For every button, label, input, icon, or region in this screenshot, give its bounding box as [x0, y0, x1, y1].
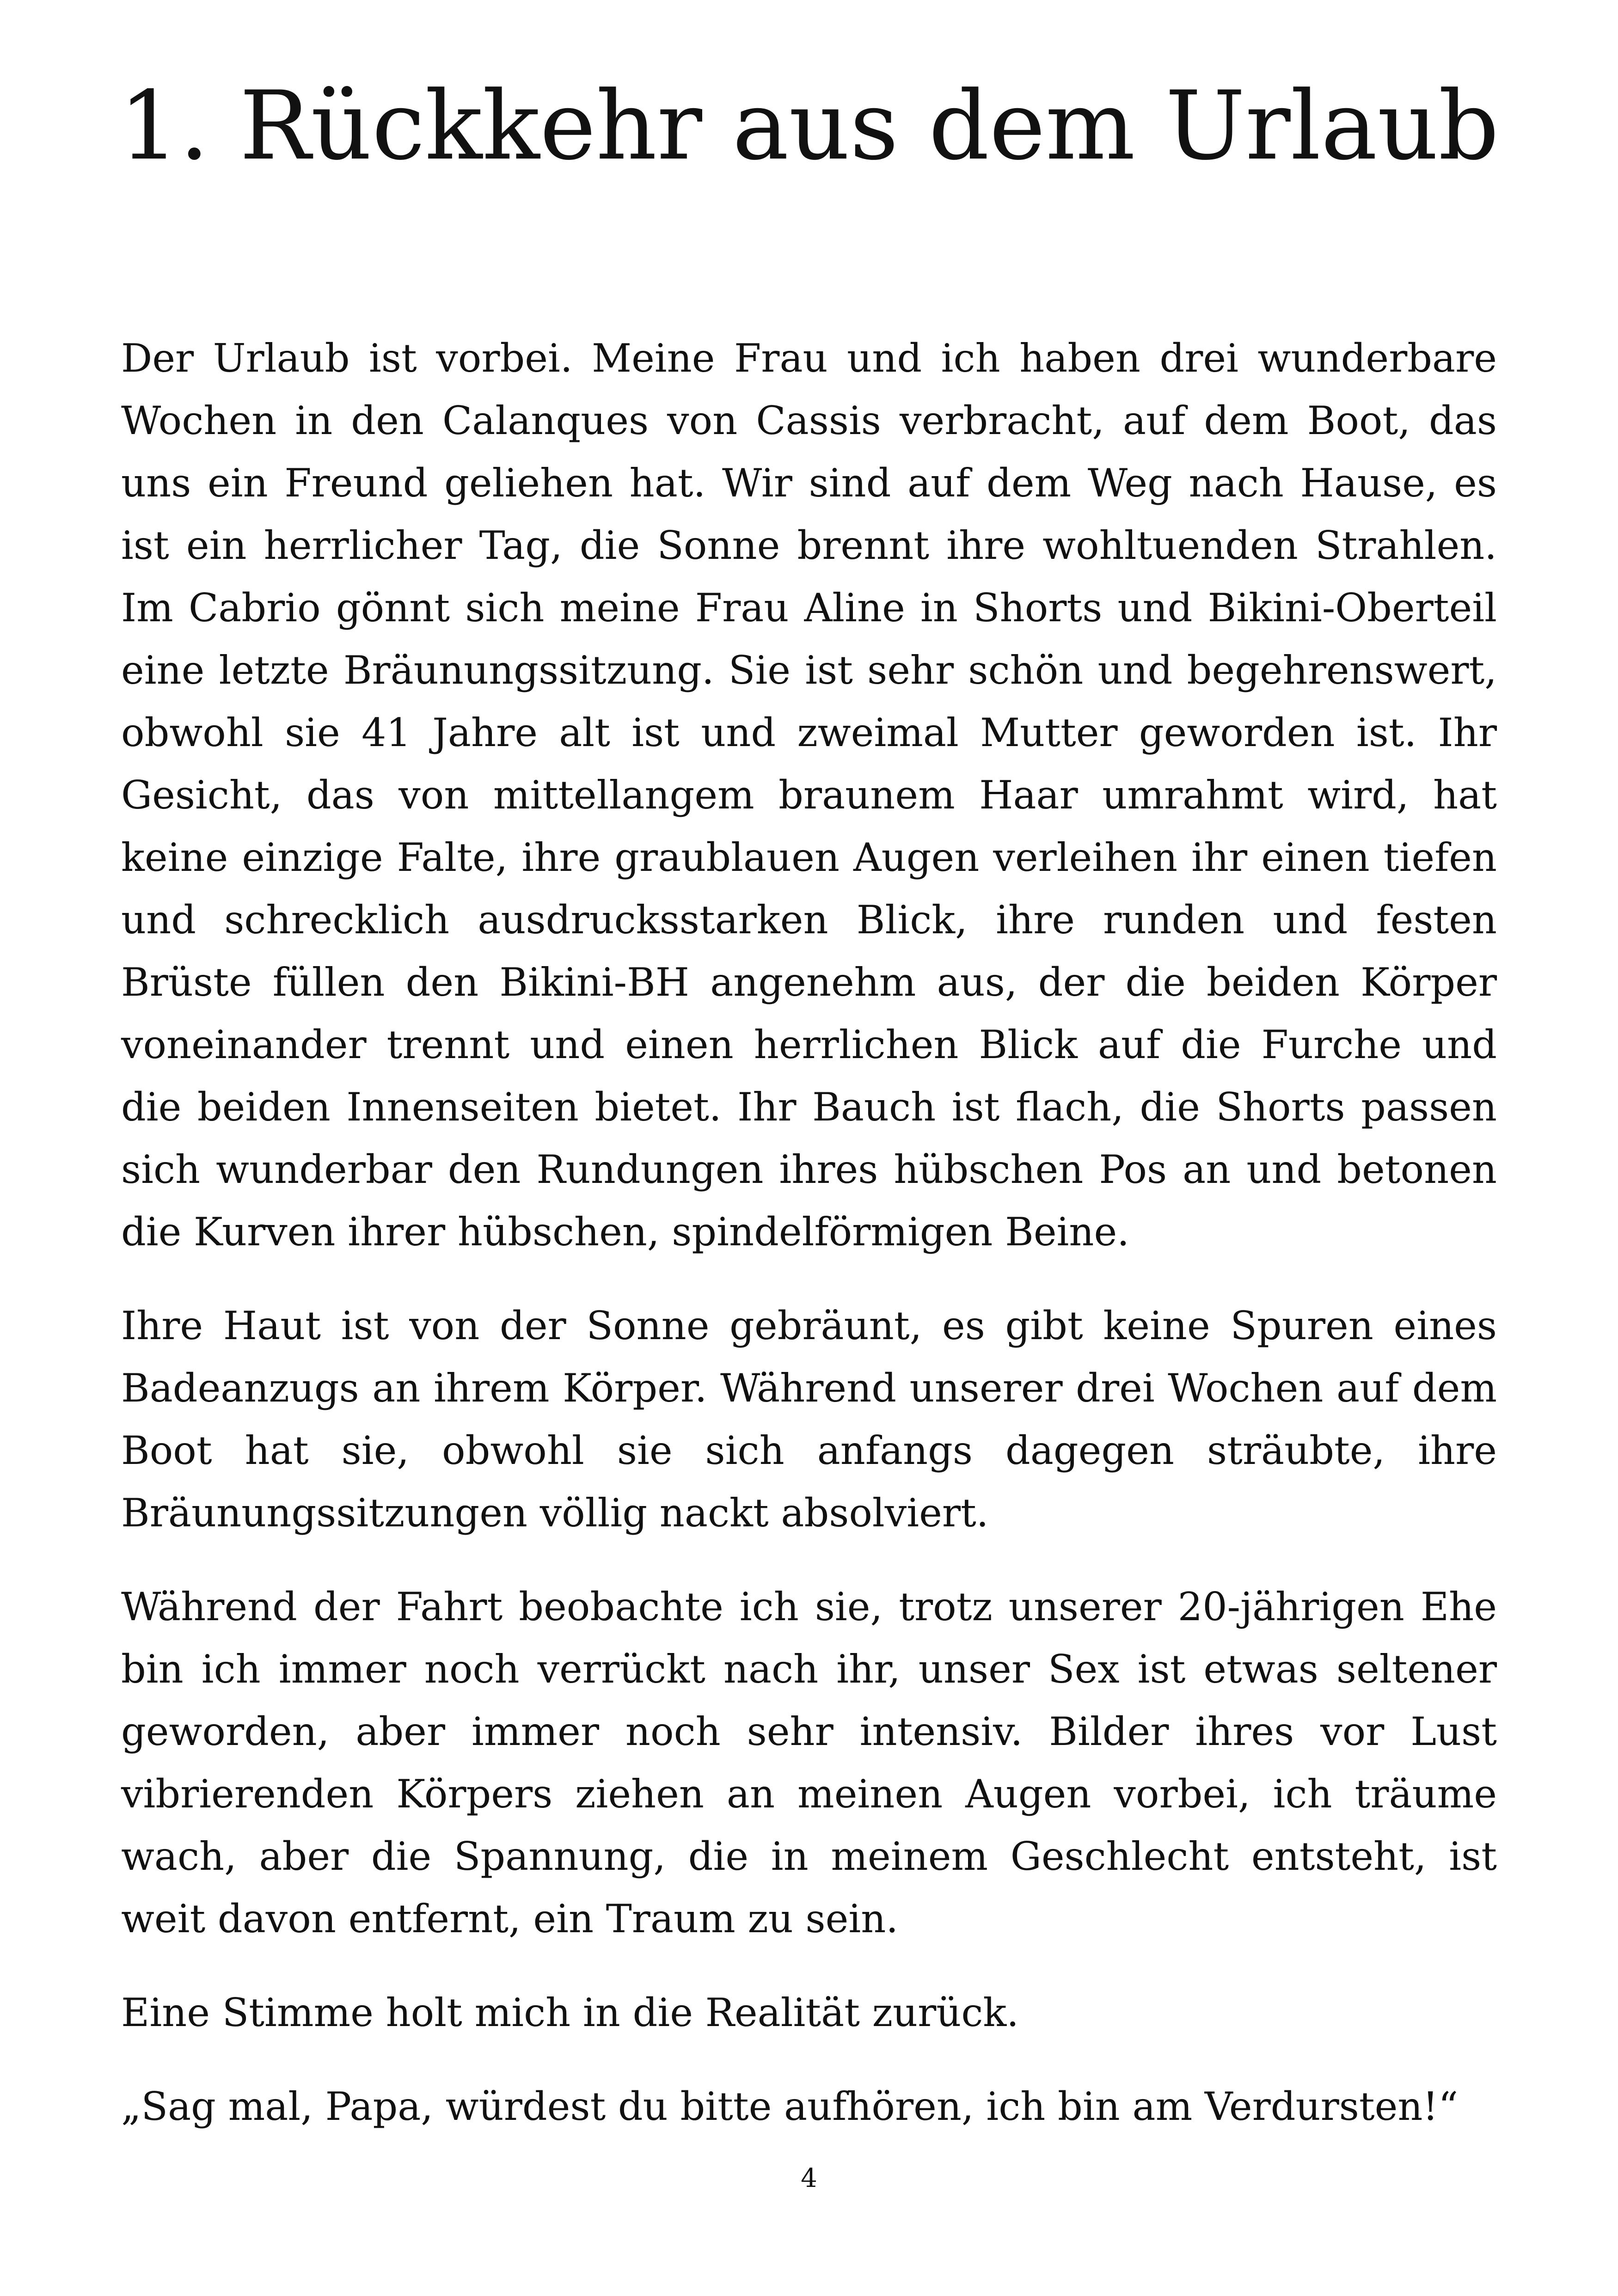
- paragraph-4: Eine Stimme holt mich in die Realität zurück.: [121, 1990, 1019, 2035]
- page-number: 4: [801, 2163, 817, 2193]
- body-text: [121, 327, 1497, 2169]
- paragraph-2: Ihre Haut ist von der Sonne gebräunt, es gibt keine Spuren eines Badeanzugs an ihrem Körper. Während unserer drei Wochen auf dem Boot hat sie, obwohl sie sich anfangs dagegen sträubte, ihre Bräunungssitzungen völlig nackt absolviert.: [121, 1303, 1497, 1536]
- paragraph-1: Der Urlaub ist vorbei. Meine Frau und ich haben drei wunderbare Wochen in den Calanques von Cassis verbracht, auf dem Boot, das uns ein Freund geliehen hat. Wir sind auf dem Weg nach Hause, es ist ein herrlicher Tag, die Sonne brennt ihre wohltuenden Strahlen. Im Cabrio gönnt sich meine Frau Aline in Shorts und Bikini-Oberteil eine letzte Bräunungssitzung. Sie ist sehr schön und begehrenswert, obwohl sie 41 Jahre alt ist und zweimal Mutter geworden ist. Ihr Gesicht, das von mittellangem braunem Haar umrahmt wird, hat keine einzige Falte, ihre graublauen Augen verleihen ihr einen tiefen und schrecklich ausdrucksstarken Blick, ihre runden und festen Brüste füllen den Bikini-BH angenehm aus, der die beiden Körper voneinander trennt und einen herrlichen Blick auf die Furche und die beiden Innenseiten bietet. Ihr Bauch ist flach, die Shorts passen sich wunderbar den Rundungen ihres hübschen Pos an und betonen die Kurven ihrer hübschen, spindelförmigen Beine.: [121, 336, 1497, 1255]
- paragraph-5: „Sag mal, Papa, würdest du bitte aufhören, ich bin am Verdursten!“: [121, 2084, 1459, 2129]
- paragraph-3: Während der Fahrt beobachte ich sie, trotz unserer 20-jährigen Ehe bin ich immer noch verrückt nach ihr, unser Sex ist etwas seltener geworden, aber immer noch sehr intensiv. Bilder ihres vor Lust vibrierenden Körpers ziehen an meinen Augen vorbei, ich träume wach, aber die Spannung, die in meinem Geschlecht entsteht, ist weit davon entfernt, ein Traum zu sein.: [121, 1584, 1497, 1941]
- chapter-title: 1. Rückkehr aus dem Urlaub: [119, 71, 1499, 181]
